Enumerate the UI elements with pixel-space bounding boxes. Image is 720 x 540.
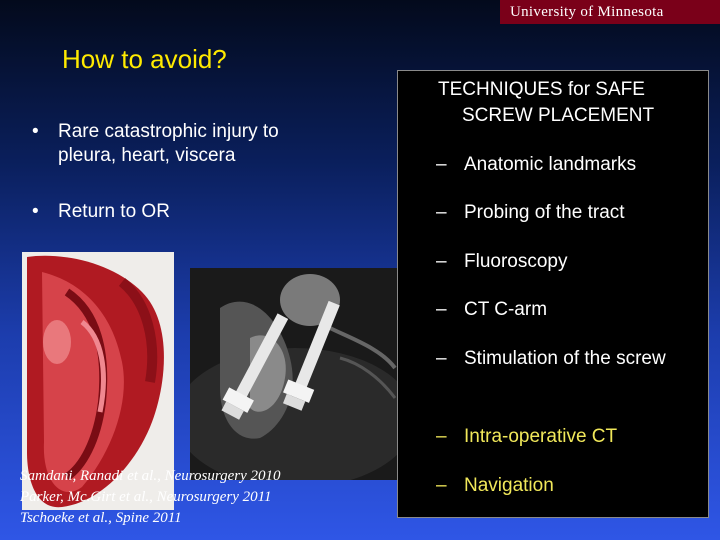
bullet-dot-icon: • bbox=[32, 201, 39, 222]
bullet-item bbox=[32, 120, 322, 168]
slide-title: How to avoid? bbox=[62, 44, 227, 74]
citation: Samdani, Ranadi et al., Neurosurgery 2010 bbox=[20, 468, 281, 484]
technique-item bbox=[436, 296, 686, 323]
dash-icon: – bbox=[436, 202, 447, 223]
bullet-text: Rare catastrophic injury to pleura, heart, viscera bbox=[58, 121, 279, 166]
dash-icon: – bbox=[436, 426, 447, 447]
technique-item-highlighted bbox=[436, 423, 686, 450]
ct-scan-image bbox=[190, 268, 400, 480]
citation: Parker, Mc.Girt et al., Neurosurgery 2011 bbox=[20, 489, 272, 505]
dash-icon: – bbox=[436, 348, 447, 369]
technique-item bbox=[436, 248, 686, 275]
bullet-item bbox=[32, 200, 170, 224]
technique-label: CT C-arm bbox=[464, 299, 548, 320]
technique-item bbox=[436, 151, 686, 178]
technique-item-highlighted bbox=[436, 472, 686, 499]
university-logo: University of Minnesota bbox=[500, 0, 720, 24]
technique-label: Navigation bbox=[464, 475, 554, 496]
bullet-dot-icon: • bbox=[32, 121, 39, 142]
citation: Tschoeke et al., Spine 2011 bbox=[20, 510, 182, 526]
technique-label: Probing of the tract bbox=[464, 202, 625, 223]
panel-title-line: SCREW PLACEMENT bbox=[462, 105, 655, 126]
technique-label: Intra-operative CT bbox=[464, 426, 618, 447]
technique-label: Stimulation of the screw bbox=[464, 348, 666, 369]
technique-item bbox=[436, 345, 666, 372]
dash-icon: – bbox=[436, 251, 447, 272]
technique-item bbox=[436, 199, 686, 226]
panel-title-line: TECHNIQUES for SAFE bbox=[438, 79, 645, 100]
panel-title bbox=[438, 77, 703, 129]
dash-icon: – bbox=[436, 475, 447, 496]
techniques-panel bbox=[397, 70, 709, 518]
citations bbox=[20, 466, 281, 529]
dash-icon: – bbox=[436, 154, 447, 175]
dash-icon: – bbox=[436, 299, 447, 320]
technique-label: Fluoroscopy bbox=[464, 251, 568, 272]
technique-label: Anatomic landmarks bbox=[464, 154, 637, 175]
bullet-text: Return to OR bbox=[58, 201, 170, 222]
